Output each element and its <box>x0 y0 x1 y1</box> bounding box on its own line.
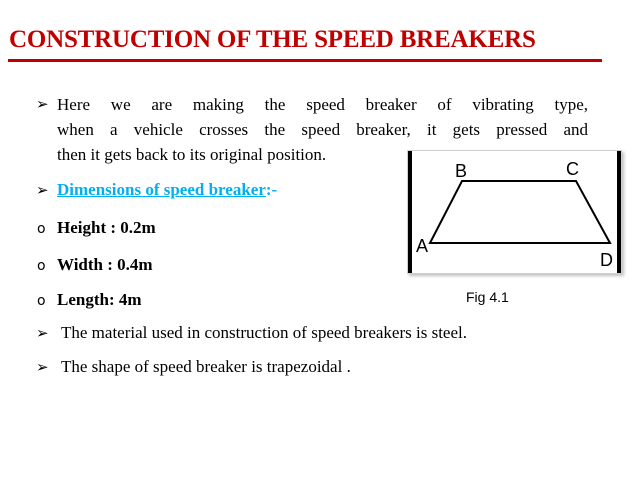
vertex-label-b: B <box>455 161 468 181</box>
checkmark-arrow-icon: ➢ <box>36 95 49 113</box>
circle-bullet-icon: o <box>37 221 46 237</box>
vertex-label-d: D <box>600 250 613 270</box>
dimensions-heading-text: Dimensions of speed breaker <box>57 180 266 199</box>
figure-caption: Fig 4.1 <box>466 289 509 305</box>
checkmark-arrow-icon: ➢ <box>36 358 49 376</box>
trapezoid-shape <box>430 181 610 243</box>
dimension-width: Width : 0.4m <box>57 255 153 274</box>
dimensions-heading-suffix: :- <box>265 180 278 199</box>
intro-line: then it gets back to its original position. <box>57 145 327 164</box>
circle-bullet-icon: o <box>37 293 46 309</box>
circle-bullet-icon: o <box>37 258 46 274</box>
trapezoid-figure <box>407 150 622 274</box>
material-bullet: The material used in construction of speed breakers is steel. <box>61 323 467 342</box>
title-underline <box>8 59 602 62</box>
intro-line: Here we are making the speed breaker of vibrating type, <box>57 95 588 114</box>
checkmark-arrow-icon: ➢ <box>36 324 49 342</box>
shape-bullet: The shape of speed breaker is trapezoidal . <box>61 357 351 376</box>
dimension-length: Length: 4m <box>57 290 142 309</box>
intro-line: when a vehicle crosses the speed breaker, it gets pressed and <box>57 120 588 139</box>
vertex-label-c: C <box>566 159 579 179</box>
checkmark-arrow-icon: ➢ <box>36 181 49 199</box>
dimensions-heading <box>57 180 277 200</box>
trapezoid-diagram <box>408 151 621 273</box>
vertex-label-a: A <box>416 236 429 256</box>
dimension-height: Height : 0.2m <box>57 218 156 237</box>
slide-title: CONSTRUCTION OF THE SPEED BREAKERS <box>9 26 536 53</box>
